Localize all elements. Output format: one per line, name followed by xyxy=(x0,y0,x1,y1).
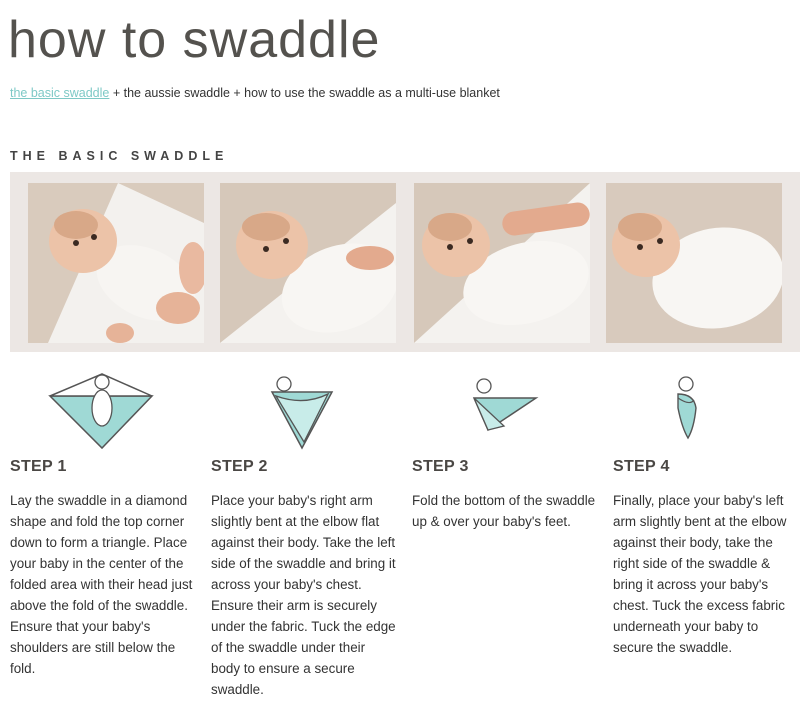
baby-photo-step-1 xyxy=(28,183,204,343)
swaddle-wrapped-icon xyxy=(586,368,786,450)
baby-photo-step-1-icon xyxy=(28,183,204,343)
step-4-diagram xyxy=(586,368,786,450)
step-1-text: Lay the swaddle in a diamond shape and fold the top corner down to form a triangle. Place your baby in the center of the folded area with their head just above the fold of the swaddle. Ensure that your baby's shoulders are still below the fold. xyxy=(10,493,193,676)
baby-photo-step-4-icon xyxy=(606,183,782,343)
swaddle-diamond-icon xyxy=(2,368,202,450)
swaddle-nav xyxy=(10,86,500,100)
step-4-title: STEP 4 xyxy=(613,458,670,475)
step-3-title: STEP 3 xyxy=(412,458,469,475)
nav-other-links-text: + the aussie swaddle + how to use the swaddle as a multi-use blanket xyxy=(109,86,500,100)
step-3-text: Fold the bottom of the swaddle up & over your baby's feet. xyxy=(412,493,596,529)
step-3-diagram xyxy=(404,368,604,450)
step-3 xyxy=(412,458,597,532)
step-2-diagram xyxy=(200,368,400,450)
baby-photo-step-2-icon xyxy=(220,183,396,343)
step-2 xyxy=(211,458,396,700)
baby-photo-step-4 xyxy=(606,183,782,343)
section-heading: THE BASIC SWADDLE xyxy=(10,149,229,163)
basic-swaddle-link[interactable]: the basic swaddle xyxy=(10,86,110,100)
step-1-diagram xyxy=(2,368,202,450)
step-2-text: Place your baby's right arm slightly bent at the elbow flat against their body. Take the left side of the swaddle and bring it across your baby's chest. Ensure their arm is securely under the fabric. Tuck the edge of the swaddle under their body to ensure a secure swaddle. xyxy=(211,493,396,697)
swaddle-left-fold-icon xyxy=(200,368,400,450)
page-title: how to swaddle xyxy=(8,11,381,69)
baby-photo-step-3-icon xyxy=(414,183,590,343)
photo-strip xyxy=(10,172,800,352)
step-2-title: STEP 2 xyxy=(211,458,268,475)
step-4 xyxy=(613,458,798,658)
baby-photo-step-2 xyxy=(220,183,396,343)
swaddle-bottom-fold-icon xyxy=(404,368,604,450)
step-4-text: Finally, place your baby's left arm slightly bent at the elbow against their body, take the right side of the swaddle & bring it across your baby's chest. Tuck the excess fabric underneath your baby to secure the swaddle. xyxy=(613,493,787,655)
baby-photo-step-3 xyxy=(414,183,590,343)
step-1 xyxy=(10,458,195,679)
step-1-title: STEP 1 xyxy=(10,458,67,475)
